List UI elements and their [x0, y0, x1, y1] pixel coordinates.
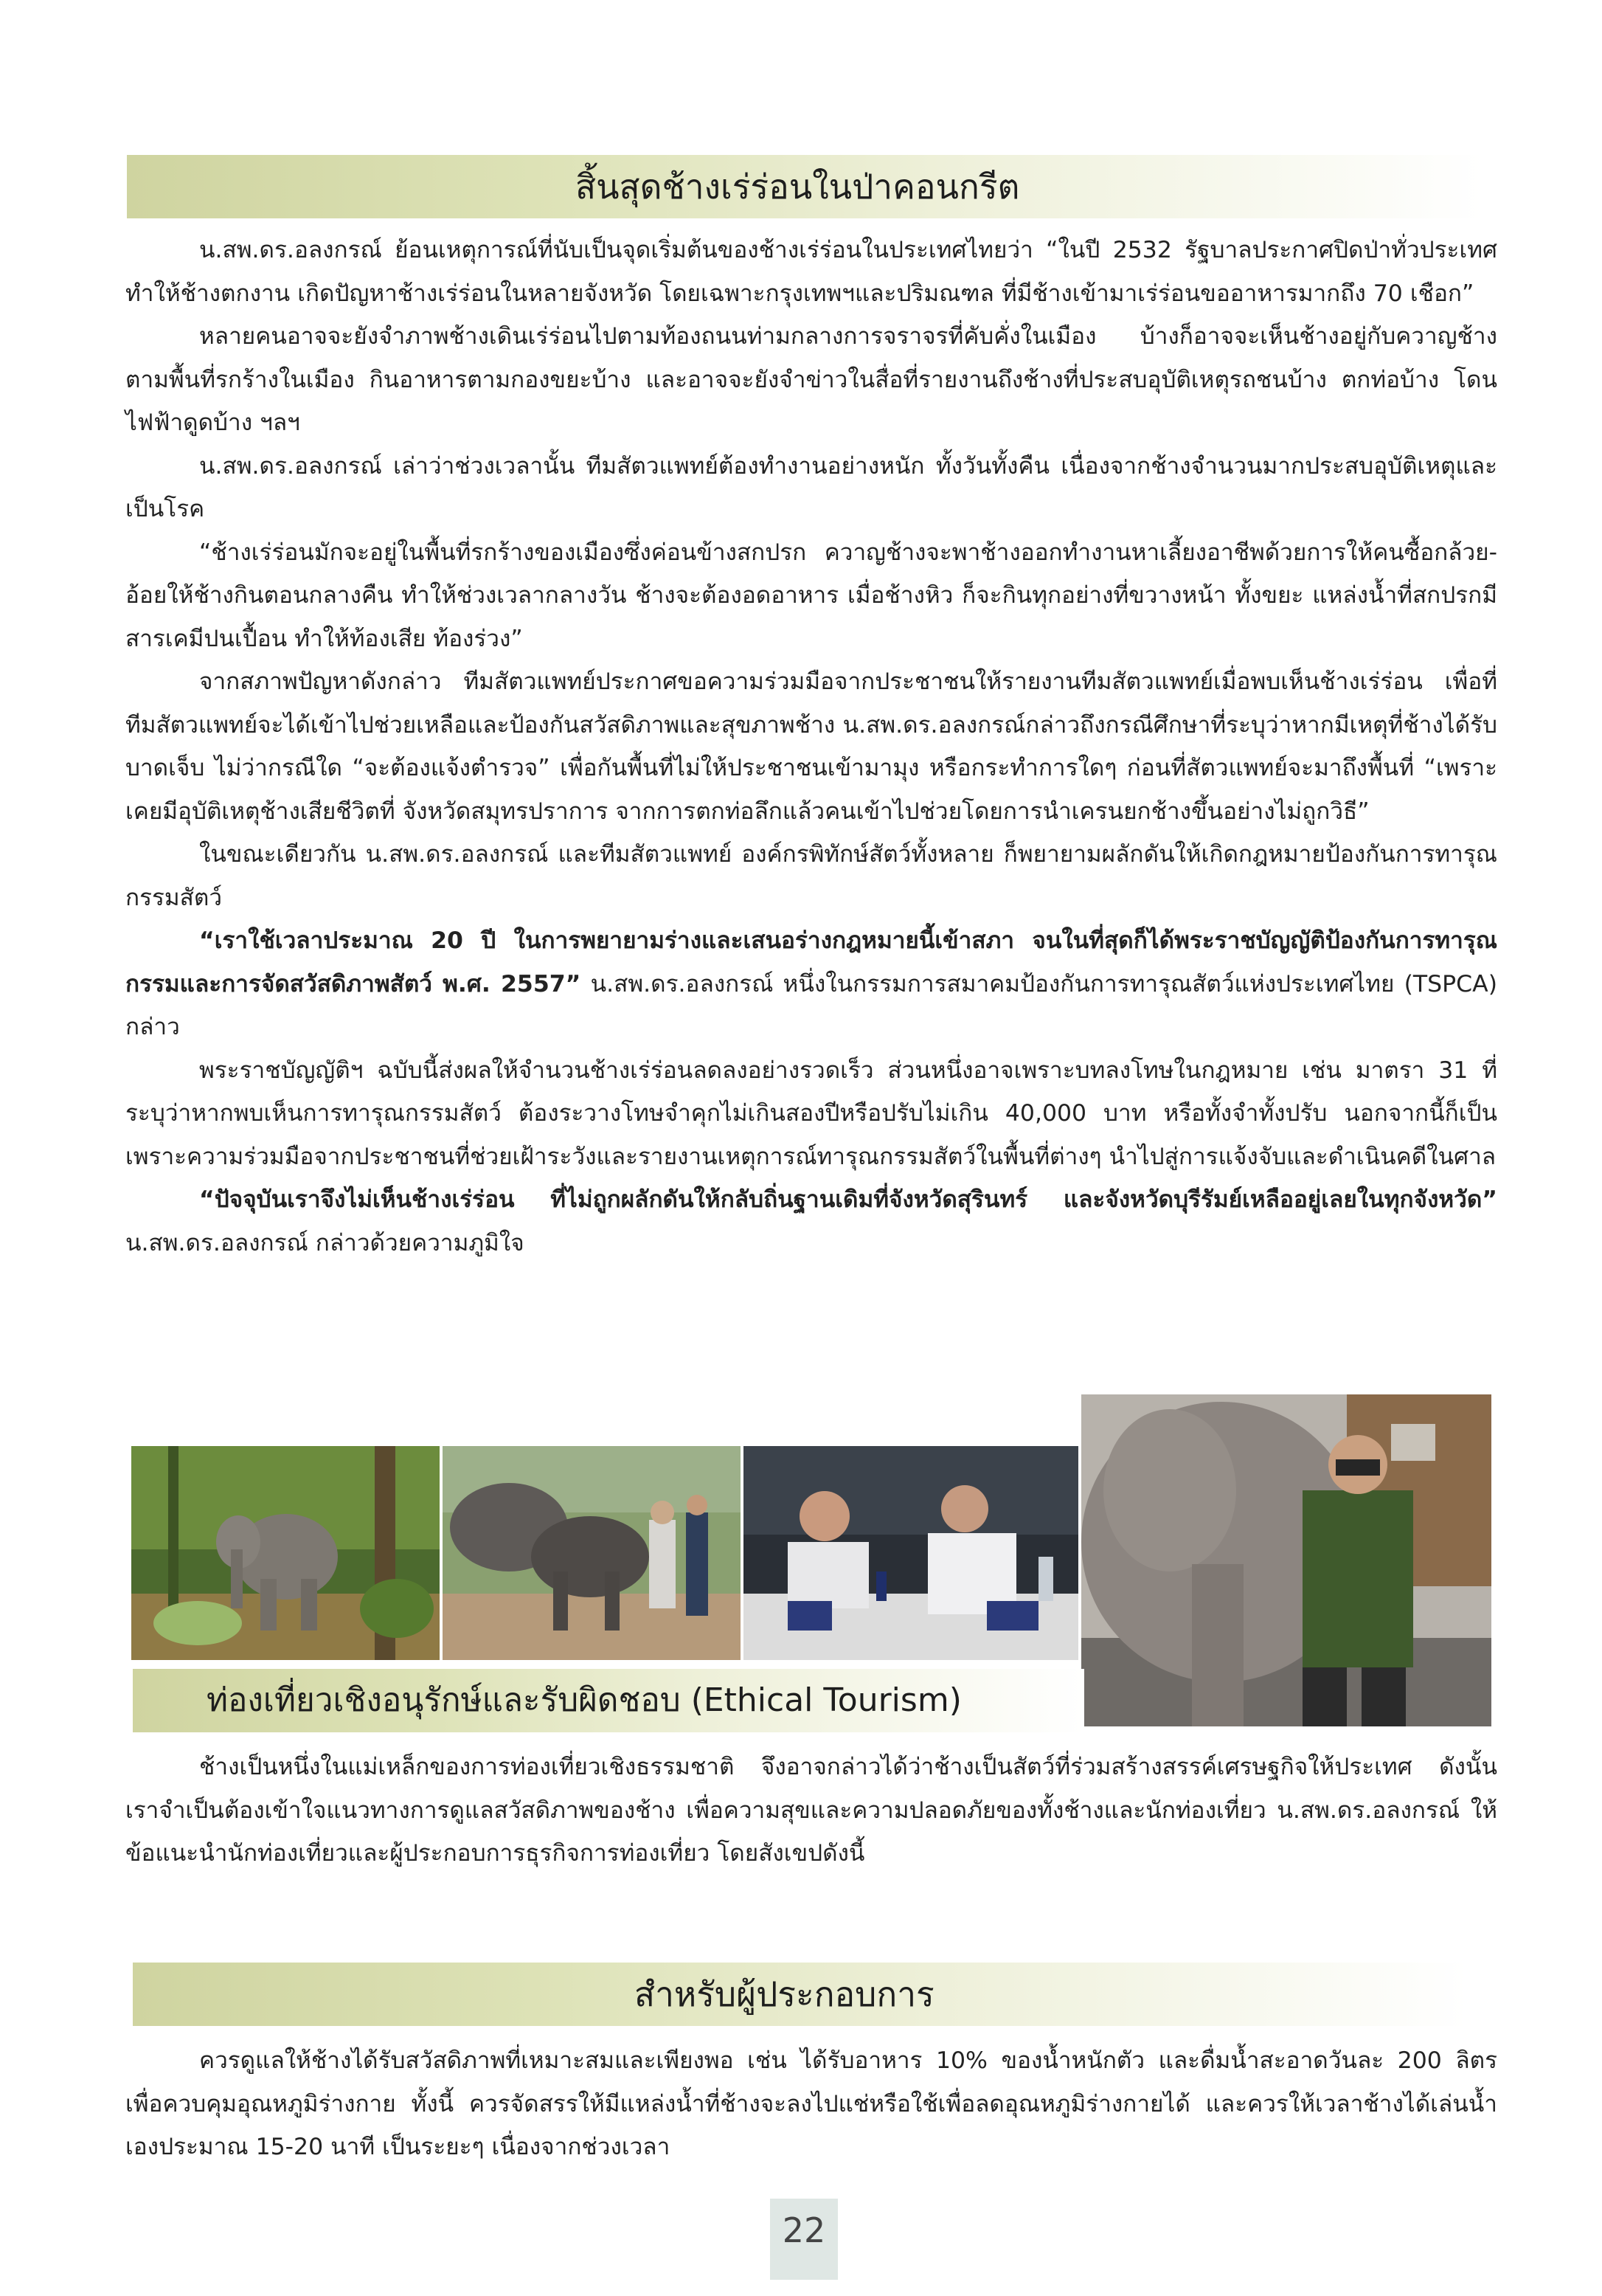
paragraph: ควรดูแลให้ช้างได้รับสวัสดิภาพที่เหมาะสมและเพียงพอ เช่น ได้รับอาหาร 10% ของน้ำหนักตัว และดื่มน้ำสะอาดวันละ 200 ลิตร เพื่อควบคุมอุณหภูมิร่างกาย ทั้งนี้ ควรจัดสรรให้มีแหล่งน้ำที่ช้างจะลงไปแช่หรือใช้เพื่อลดอุณหภูมิร่างกายได้ และควรให้เวลาช้างได้เล่นน้ำเองประมาณ 15-20 นาที เป็นระยะๆ เนื่องจากช่วงเวลา [125, 2047, 1497, 2160]
photo-elephant-forest [131, 1446, 440, 1660]
paragraph: ช้างเป็นหนึ่งในแม่เหล็กของการท่องเที่ยวเชิงธรรมชาติ จึงอาจกล่าวได้ว่าช้างเป็นสัตว์ที่ร่วมสร้างสรรค์เศรษฐกิจให้ประเทศ ดังนั้น เราจำเป็นต้องเข้าใจแนวทางการดูแลสวัสดิภาพของช้าง เพื่อความสุขและความปลอดภัยของทั้งช้างและนักท่องเที่ยว น.สพ.ดร.อลงกรณ์ ให้ข้อแนะนำนักท่องเที่ยวและผู้ประกอบการธุรกิจการท่องเที่ยว โดยสังเขปดังนี้ [125, 1754, 1497, 1867]
bold-quote: “ปัจจุบันเราจึงไม่เห็นช้างเร่ร่อน ที่ไม่ถูกผลักดันให้กลับถิ่นฐานเดิมที่จังหวัดสุรินทร์ และจังหวัดบุรีรัมย์เหลืออยู่เลยในทุกจังหวัด” [199, 1186, 1497, 1213]
section-body [125, 1746, 1497, 1875]
section-heading-bar [133, 1669, 1084, 1732]
paragraph: พระราชบัญญัติฯ ฉบับนี้ส่งผลให้จำนวนช้างเร่ร่อนลดลงอย่างรวดเร็ว ส่วนหนึ่งอาจเพราะบทลงโทษในกฎหมาย เช่น มาตรา 31 ที่ระบุว่าหากพบเห็นการทารุณกรรมสัตว์ ต้องระวางโทษจำคุกไม่เกินสองปีหรือปรับไม่เกิน 40,000 บาท หรือทั้งจำทั้งปรับ นอกจากนี้ก็เป็นเพราะความร่วมมือจากประชาชนที่ช่วยเฝ้าระวังและรายงานเหตุการณ์ทารุณกรรมสัตว์ในพื้นที่ต่างๆ นำไปสู่การแจ้งจับและดำเนินคดีในศาล [125, 1057, 1497, 1170]
paragraph: จากสภาพปัญหาดังกล่าว ทีมสัตวแพทย์ประกาศขอความร่วมมือจากประชาชนให้รายงานทีมสัตวแพทย์เมื่อพบเห็นช้างเร่ร่อน เพื่อที่ทีมสัตวแพทย์จะได้เข้าไปช่วยเหลือและป้องกันสวัสดิภาพและสุขภาพช้าง น.สพ.ดร.อลงกรณ์กล่าวถึงกรณีศึกษาที่ระบุว่าหากมีเหตุที่ช้างได้รับบาดเจ็บ ไม่ว่ากรณีใด “จะต้องแจ้งตำรวจ” เพื่อกันพื้นที่ไม่ให้ประชาชนเข้ามามุง หรือกระทำการใดๆ ก่อนที่สัตวแพทย์จะมาถึงพื้นที่ “เพราะเคยมีอุบัติเหตุช้างเสียชีวิตที่ จังหวัดสมุทรปราการ จากการตกท่อลึกแล้วคนเข้าไปช่วยโดยการนำเครนยกช้างขึ้นอย่างไม่ถูกวิธี” [125, 668, 1497, 825]
paragraph [125, 919, 1497, 1049]
paragraph: ในขณะเดียวกัน น.สพ.ดร.อลงกรณ์ และทีมสัตวแพทย์ องค์กรพิทักษ์สัตว์ทั้งหลาย ก็พยายามผลักดันให้เกิดกฎหมายป้องกันการทารุณกรรมสัตว์ [125, 841, 1497, 911]
section-heading: สิ้นสุดช้างเร่ร่อนในป่าคอนกรีต [575, 167, 1020, 207]
section-heading: สำหรับผู้ประกอบการ [634, 1974, 934, 2014]
bold-quote: “เราใช้เวลาประมาณ 20 ปี ในการพยายามร่างและเสนอร่างกฎหมายนี้เข้าสภา จนในที่สุดก็ได้พระราชบัญญัติป้องกันการทารุณกรรมและการจัดสวัสดิภาพสัตว์ พ.ศ. 2557” [125, 927, 1497, 997]
section-heading-bar [127, 155, 1484, 218]
section-heading-bar [133, 1963, 1468, 2026]
page-number-box [770, 2199, 838, 2280]
paragraph: หลายคนอาจจะยังจำภาพช้างเดินเร่ร่อนไปตามท้องถนนท่ามกลางการจราจรที่คับคั่งในเมือง บ้างก็อาจจะเห็นช้างอยู่กับควาญช้างตามพื้นที่รกร้างในเมือง กินอาหารตามกองขยะบ้าง และอาจจะยังจำข่าวในสื่อที่รายงานถึงช้างที่ประสบอุบัติเหตุรถชนบ้าง ตกท่อบ้าง โดนไฟฟ้าดูดบ้าง ฯลฯ [125, 323, 1497, 436]
paragraph: น.สพ.ดร.อลงกรณ์ เล่าว่าช่วงเวลานั้น ทีมสัตวแพทย์ต้องทำงานอย่างหนัก ทั้งวันทั้งคืน เนื่องจากช้างจำนวนมากประสบอุบัติเหตุและเป็นโรค [125, 452, 1497, 522]
paragraph [125, 1178, 1497, 1265]
photo-vet-hugging-elephant [1081, 1394, 1491, 1726]
section-heading: ท่องเที่ยวเชิงอนุรักษ์และรับผิดชอบ (Ethical Tourism) [207, 1681, 962, 1719]
attribution: น.สพ.ดร.อลงกรณ์ หนึ่งในกรรมการสมาคมป้องกันการทารุณสัตว์แห่งประเทศไทย (TSPCA) กล่าว [125, 970, 1497, 1040]
page-number: 22 [782, 2210, 826, 2250]
paragraph: น.สพ.ดร.อลงกรณ์ ย้อนเหตุการณ์ที่นับเป็นจุดเริ่มต้นของช้างเร่ร่อนในประเทศไทยว่า “ในปี 2532 รัฐบาลประกาศปิดป่าทั่วประเทศ ทำให้ช้างตกงาน เกิดปัญหาช้างเร่ร่อนในหลายจังหวัด โดยเฉพาะกรุงเทพฯและปริมณฑล ที่มีช้างเข้ามาเร่ร่อนขออาหารมากถึง 70 เชือก” [125, 237, 1497, 307]
paragraph: “ช้างเร่ร่อนมักจะอยู่ในพื้นที่รกร้างของเมืองซึ่งค่อนข้างสกปรก ควาญช้างจะพาช้างออกทำงานหาเลี้ยงอาชีพด้วยการให้คนซื้อกล้วย-อ้อยให้ช้างกินตอนกลางคืน ทำให้ช่วงเวลากลางวัน ช้างจะต้องอดอาหาร เมื่อช้างหิว ก็จะกินทุกอย่างที่ขวางหน้า ทั้งขยะ แหล่งน้ำที่สกปรกมีสารเคมีปนเปื้อน ทำให้ท้องเสีย ท้องร่วง” [125, 539, 1497, 652]
section-body [125, 2039, 1497, 2169]
section-body [125, 229, 1497, 1265]
photo-vets-with-elephants [443, 1446, 741, 1660]
photo-meeting [743, 1446, 1078, 1660]
attribution: น.สพ.ดร.อลงกรณ์ กล่าวด้วยความภูมิใจ [125, 1229, 524, 1256]
